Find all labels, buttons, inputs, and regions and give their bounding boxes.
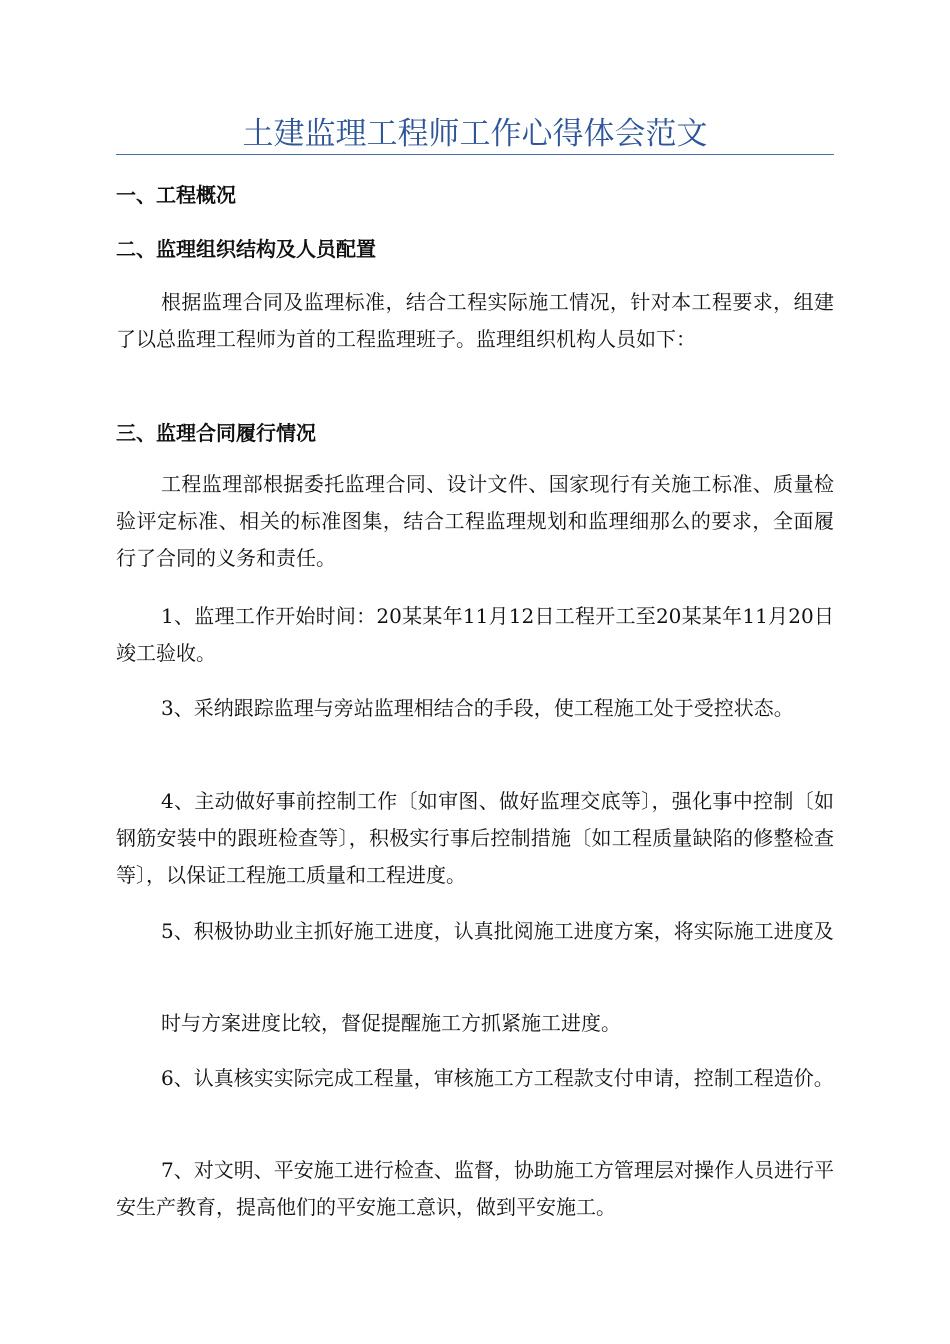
- paragraph-item-4: 4、主动做好事前控制工作〔如审图、做好监理交底等〕，强化事中控制〔如钢筋安装中的跟班检查等〕，积极实行事后控制措施〔如工程质量缺陷的修整检查等〕，以保证工程施工质量和工程进度。: [116, 789, 834, 887]
- paragraph-item-5-continued: 时与方案进度比较，督促提醒施工方抓紧施工进度。: [161, 1011, 621, 1035]
- paragraph-item-3: 3、采纳跟踪监理与旁站监理相结合的手段，使工程施工处于受控状态。: [161, 696, 794, 720]
- paragraph-item-7: 7、对文明、平安施工进行检查、监督，协助施工方管理层对操作人员进行平安生产教育，提高他们的平安施工意识，做到平安施工。: [116, 1158, 834, 1219]
- section-heading-contract: 三、监理合同履行情况: [116, 421, 316, 445]
- title-underline: [116, 154, 834, 155]
- paragraph-item-1: 1、监理工作开始时间：20某某年11月12日工程开工至20某某年11月20日竣工验收。: [116, 604, 834, 665]
- paragraph-contract: 工程监理部根据委托监理合同、设计文件、国家现行有关施工标准、质量检验评定标准、相关的标准图集，结合工程监理规划和监理细那么的要求，全面履行了合同的义务和责任。: [116, 472, 834, 570]
- document-title: 土建监理工程师工作心得体会范文: [242, 116, 708, 152]
- section-heading-overview: 一、工程概况: [116, 183, 236, 207]
- section-heading-organization: 二、监理组织结构及人员配置: [116, 237, 376, 261]
- paragraph-organization: 根据监理合同及监理标准，结合工程实际施工情况，针对本工程要求，组建了以总监理工程师为首的工程监理班子。监理组织机构人员如下：: [116, 290, 834, 351]
- paragraph-item-6: 6、认真核实实际完成工程量，审核施工方工程款支付申请，控制工程造价。: [161, 1066, 834, 1090]
- paragraph-item-5: 5、积极协助业主抓好施工进度，认真批阅施工进度方案，将实际施工进度及: [161, 919, 834, 943]
